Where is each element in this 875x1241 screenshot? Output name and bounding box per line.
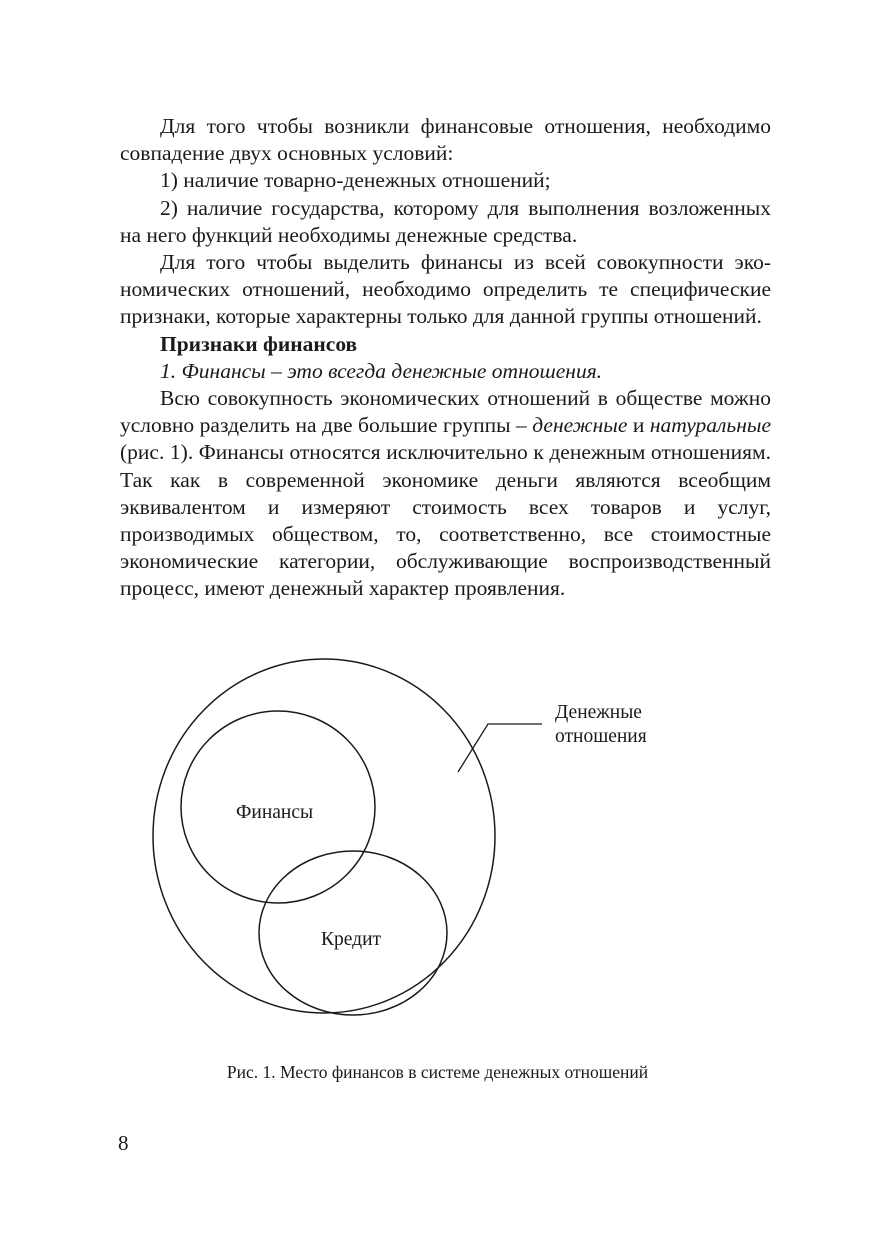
credit-label: Кредит — [321, 929, 382, 950]
body-text — [120, 113, 771, 603]
paragraph-conditions-intro: Для того чтобы возникли финансовые отношения, необходимо совпадение двух основных условий: — [120, 114, 771, 166]
figure-caption: Рис. 1. Место финансов в системе денежных отношений — [226, 1062, 649, 1082]
money-relations-label-line2: отношения — [555, 726, 647, 747]
paragraph-text: (рис. 1). Финансы относятся исключительно к денежным отношениям. Так как в современной экономике деньги являются всеобщим эквивалентом и измеряют стоимость всех товаров и услуг, производимых обществом, то, соответственно, все стоимостные экономические категории, обслуживающие воспроизводственный процесс, имеют денежный характер проявления. — [120, 440, 771, 601]
paragraph-specific-features: Для того чтобы выделить финансы из всей совокупности экономических отношений, необходимо определить те специфические признаки, которые характерны только для данной группы отношений. — [120, 250, 771, 329]
emphasis-monetary: денежные — [532, 413, 628, 438]
feature-1-statement: 1. Финансы – это всегда денежные отношения. — [160, 358, 603, 383]
paragraph-condition-1: 1) наличие товарно-денежных отношений; — [160, 168, 551, 193]
finance-label: Финансы — [236, 802, 314, 823]
section-heading: Признаки финансов — [160, 331, 358, 356]
emphasis-natural: натуральные — [649, 413, 771, 438]
paragraph-text: и — [627, 413, 650, 438]
paragraph-monetary-relations — [120, 385, 771, 603]
leader-line — [458, 724, 542, 772]
money-relations-label-line1: Денежные — [555, 702, 642, 723]
paragraph-text: Всю совокупность экономических отношений в обществе можно условно разделить на две большие группы – — [120, 386, 771, 438]
paragraph-condition-2: 2) наличие государства, которому для выполнения возложенных на него функций необходимы денежные средства. — [120, 195, 771, 247]
figure-venn-diagram — [150, 690, 670, 1030]
page-number: 8 — [118, 1131, 129, 1155]
money-relations-circle — [153, 659, 495, 1013]
